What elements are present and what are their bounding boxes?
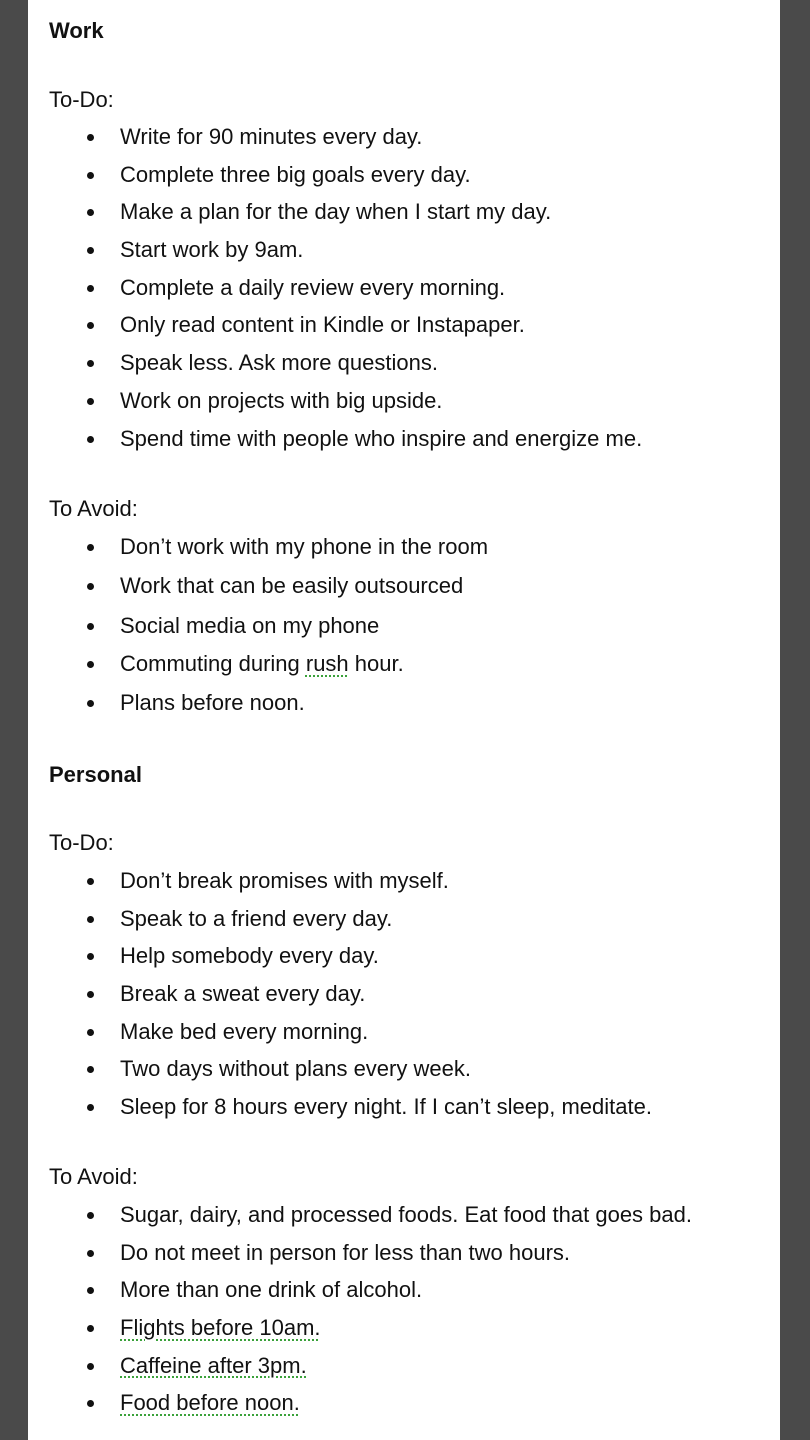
bullet-icon xyxy=(87,1250,94,1257)
bullet-icon xyxy=(87,700,94,707)
bullet-icon xyxy=(87,953,94,960)
bullet-icon xyxy=(87,991,94,998)
section-title-work: Work xyxy=(49,18,104,43)
list-item: Caffeine after 3pm. xyxy=(28,1354,780,1392)
list-item: Complete a daily review every morning. xyxy=(28,276,780,314)
bullet-icon xyxy=(87,544,94,551)
list-item: Don’t break promises with myself. xyxy=(28,869,780,907)
list-item: Make a plan for the day when I start my day. xyxy=(28,200,780,238)
list-item: Spend time with people who inspire and energize me. xyxy=(28,427,780,465)
work-todo-list xyxy=(28,125,780,464)
bullet-icon xyxy=(87,661,94,668)
list-item: Complete three big goals every day. xyxy=(28,163,780,201)
bullet-icon xyxy=(87,1212,94,1219)
list-item: Sugar, dairy, and processed foods. Eat food that goes bad. xyxy=(28,1203,780,1241)
personal-avoid-list xyxy=(28,1203,780,1429)
work-avoid-heading: To Avoid: xyxy=(49,496,138,521)
list-item: Plans before noon. xyxy=(28,691,780,730)
bullet-icon xyxy=(87,1363,94,1370)
bullet-icon xyxy=(87,1325,94,1332)
bullet-icon xyxy=(87,1287,94,1294)
bullet-icon xyxy=(87,172,94,179)
bullet-icon xyxy=(87,878,94,885)
bullet-icon xyxy=(87,247,94,254)
bullet-icon xyxy=(87,623,94,630)
bullet-icon xyxy=(87,1104,94,1111)
list-item: Sleep for 8 hours every night. If I can’t sleep, meditate. xyxy=(28,1095,780,1133)
list-item: Flights before 10am. xyxy=(28,1316,780,1354)
bullet-icon xyxy=(87,1029,94,1036)
list-item: Work that can be easily outsourced xyxy=(28,574,780,614)
list-item: Start work by 9am. xyxy=(28,238,780,276)
document-page xyxy=(28,0,780,1440)
list-item: Work on projects with big upside. xyxy=(28,389,780,427)
section-title-personal: Personal xyxy=(49,762,142,787)
bullet-icon xyxy=(87,134,94,141)
work-todo-heading: To-Do: xyxy=(49,87,114,112)
list-item: Only read content in Kindle or Instapaper. xyxy=(28,313,780,351)
list-item: Write for 90 minutes every day. xyxy=(28,125,780,163)
personal-todo-heading: To-Do: xyxy=(49,830,114,855)
list-item: Commuting during rush hour. xyxy=(28,652,780,691)
bullet-icon xyxy=(87,285,94,292)
list-item: Food before noon. xyxy=(28,1391,780,1429)
bullet-icon xyxy=(87,398,94,405)
bullet-icon xyxy=(87,360,94,367)
list-item: More than one drink of alcohol. xyxy=(28,1278,780,1316)
personal-todo-list xyxy=(28,869,780,1133)
list-item: Make bed every morning. xyxy=(28,1020,780,1058)
bullet-icon xyxy=(87,1400,94,1407)
list-item: Speak less. Ask more questions. xyxy=(28,351,780,389)
list-item: Do not meet in person for less than two hours. xyxy=(28,1241,780,1279)
list-item: Help somebody every day. xyxy=(28,944,780,982)
list-item: Don’t work with my phone in the room xyxy=(28,535,780,574)
bullet-icon xyxy=(87,209,94,216)
personal-avoid-heading: To Avoid: xyxy=(49,1164,138,1189)
work-avoid-list xyxy=(28,535,780,729)
bullet-icon xyxy=(87,583,94,590)
bullet-icon xyxy=(87,1066,94,1073)
list-item: Social media on my phone xyxy=(28,614,780,653)
list-item: Break a sweat every day. xyxy=(28,982,780,1020)
spellcheck-word: rush xyxy=(305,651,349,676)
bullet-icon xyxy=(87,436,94,443)
bullet-icon xyxy=(87,322,94,329)
list-item: Speak to a friend every day. xyxy=(28,907,780,945)
list-item: Two days without plans every week. xyxy=(28,1057,780,1095)
bullet-icon xyxy=(87,916,94,923)
